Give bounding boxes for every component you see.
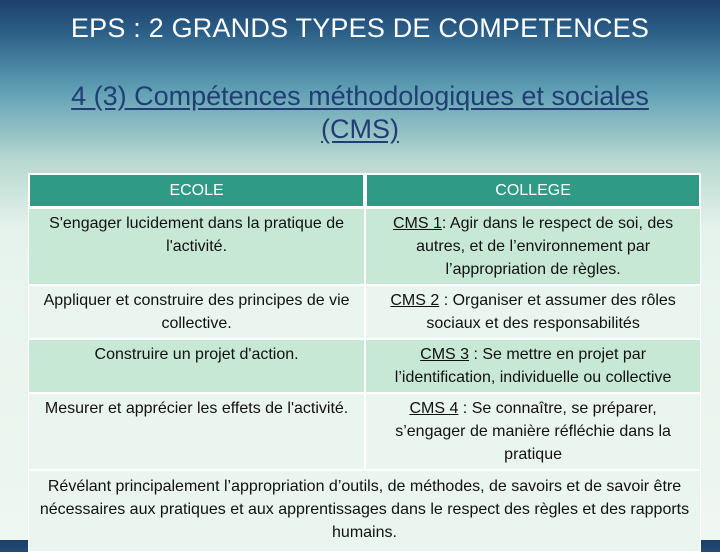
footer-note: Révélant principalement l’appropriation d’outils, de méthodes, de savoirs et de savoir être nécessaires aux pratiques et aux apprentissages dans le respect des règles et des rapports humains.: [28, 470, 701, 552]
cms-ref: CMS 4: [409, 400, 459, 417]
cms-text: : Organiser et assumer des rôles sociaux et des responsabilités: [426, 292, 676, 332]
cell-ecole: Mesurer et apprécier les effets de l'activité.: [28, 393, 365, 470]
slide-title: EPS : 2 GRANDS TYPES DE COMPETENCES: [70, 13, 650, 43]
table-row: [28, 339, 701, 393]
cell-college: [365, 393, 701, 470]
cell-ecole: Appliquer et construire des principes de vie collective.: [28, 285, 365, 339]
table-row: [28, 208, 701, 285]
table-row: [28, 285, 701, 339]
slide-subtitle: 4 (3) Compétences méthodologiques et sociales (CMS): [71, 81, 649, 144]
column-header-ecole: ECOLE: [28, 173, 365, 208]
cms-text: : Se mettre en projet par l’identification, individuelle ou collective: [394, 346, 672, 386]
cell-ecole: Construire un projet d'action.: [28, 339, 365, 393]
cell-college: [365, 285, 701, 339]
competences-table: [28, 173, 701, 552]
cms-ref: CMS 1: [393, 215, 442, 232]
column-header-college: COLLEGE: [365, 173, 701, 208]
cms-text: : Se connaître, se préparer, s’engager de manière réfléchie dans la pratique: [395, 400, 671, 463]
cell-ecole: S'engager lucidement dans la pratique de l'activité.: [28, 208, 365, 285]
cell-college: [365, 339, 701, 393]
table-row: [28, 393, 701, 470]
cms-text: : Agir dans le respect de soi, des autres, et de l’environnement par l’appropriation de règles.: [416, 215, 674, 278]
cms-ref: CMS 3: [420, 346, 470, 363]
cms-ref: CMS 2: [390, 292, 440, 309]
cell-college: [365, 208, 701, 285]
table-header-row: [28, 173, 701, 208]
